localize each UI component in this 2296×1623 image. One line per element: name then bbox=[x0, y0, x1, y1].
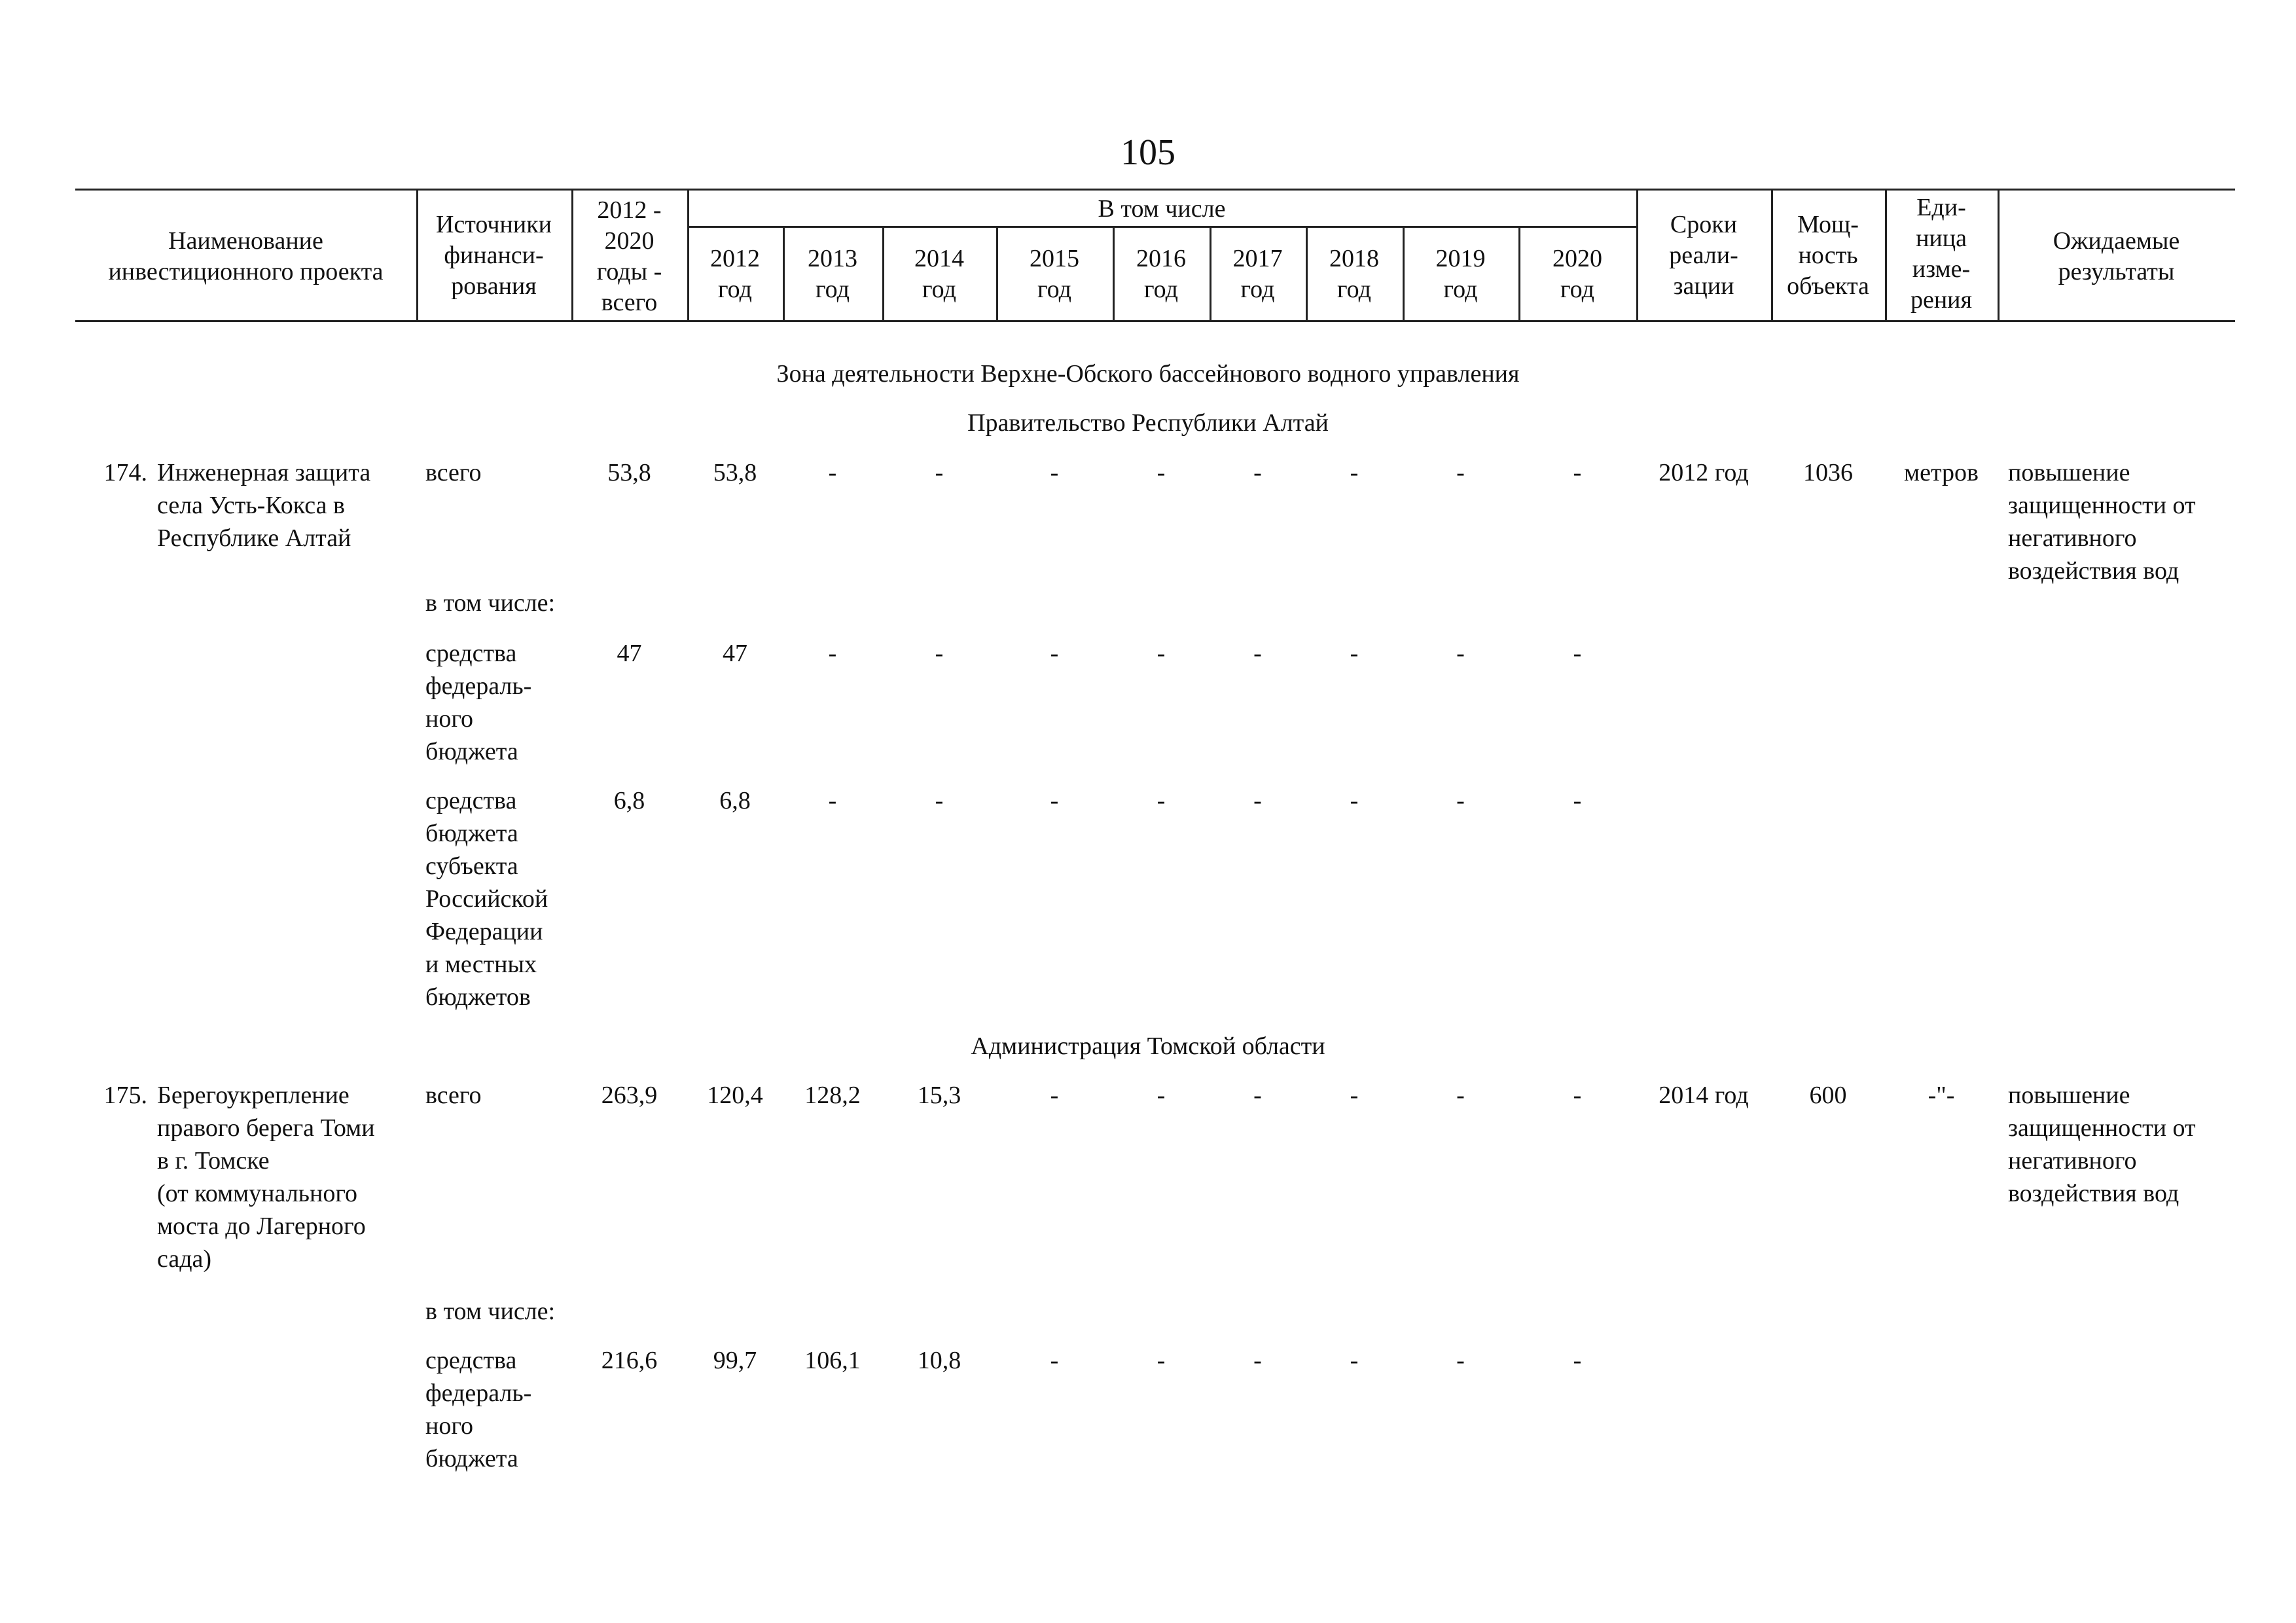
header-capacity: Мощ- ность объекта bbox=[1787, 211, 1869, 300]
year-value: 106,1 bbox=[804, 1347, 861, 1374]
year-value: - bbox=[1456, 1082, 1465, 1109]
year-value: - bbox=[828, 640, 837, 667]
year-value: - bbox=[1157, 1347, 1166, 1374]
year-value: - bbox=[935, 787, 944, 814]
header-terms: Сроки реали- зации bbox=[1669, 211, 1738, 300]
project-name: Инженерная защита села Усть-Кокса в Республике Алтай bbox=[157, 459, 371, 552]
year-value: - bbox=[1050, 1347, 1059, 1374]
year-value: - bbox=[1253, 640, 1262, 667]
year-value: - bbox=[1350, 640, 1359, 667]
year-value: - bbox=[1050, 787, 1059, 814]
section-title: Администрация Томской области bbox=[971, 1032, 1325, 1060]
including-subrule bbox=[687, 226, 1636, 228]
header-name: Наименование инвестиционного проекта bbox=[108, 227, 384, 285]
year-value: - bbox=[1253, 459, 1262, 486]
source-label: в том числе: bbox=[425, 1298, 556, 1325]
year-value: 120,4 bbox=[707, 1082, 763, 1109]
header-year-2012: 2012 год bbox=[710, 245, 760, 303]
year-value: 47 bbox=[723, 640, 747, 667]
header-year-2015: 2015 год bbox=[1030, 245, 1079, 303]
project-capacity: 600 bbox=[1809, 1082, 1847, 1109]
year-value: - bbox=[1456, 459, 1465, 486]
year-value: - bbox=[1350, 1347, 1359, 1374]
year-value: 128,2 bbox=[804, 1082, 861, 1109]
year-value: - bbox=[1157, 459, 1166, 486]
year-value: 10,8 bbox=[917, 1347, 961, 1374]
project-unit: -"- bbox=[1928, 1082, 1955, 1109]
year-value: - bbox=[1456, 1347, 1465, 1374]
year-value: - bbox=[1253, 1347, 1262, 1374]
header-year-2013: 2013 год bbox=[808, 245, 857, 303]
project-name: Берегоукрепление правого берега Томи в г. Томске (от коммунального моста до Лагерного сада) bbox=[157, 1082, 375, 1273]
project-number: 174. bbox=[103, 459, 147, 486]
section-title: Правительство Республики Алтай bbox=[967, 409, 1329, 437]
year-value: - bbox=[1350, 787, 1359, 814]
header-year-2016: 2016 год bbox=[1136, 245, 1186, 303]
project-term: 2012 год bbox=[1659, 459, 1749, 486]
header-year-2014: 2014 год bbox=[914, 245, 964, 303]
year-value: - bbox=[935, 640, 944, 667]
header-year-2020: 2020 год bbox=[1552, 245, 1602, 303]
header-including: В том числе bbox=[1098, 195, 1226, 223]
header-sources: Источники финанси- рования bbox=[435, 211, 552, 300]
year-value: - bbox=[1573, 787, 1582, 814]
total-value: 216,6 bbox=[601, 1347, 658, 1374]
year-value: - bbox=[935, 459, 944, 486]
year-value: 15,3 bbox=[917, 1082, 961, 1109]
header-year-2019: 2019 год bbox=[1435, 245, 1486, 303]
year-value: - bbox=[1050, 459, 1059, 486]
zone-title: Зона деятельности Верхне-Обского бассейнового водного управления bbox=[776, 360, 1520, 388]
total-value: 6,8 bbox=[613, 787, 645, 814]
header-total: 2012 - 2020 годы - всего bbox=[596, 196, 662, 316]
year-value: - bbox=[1573, 1082, 1582, 1109]
year-value: - bbox=[1157, 1082, 1166, 1109]
year-value: - bbox=[1350, 459, 1359, 486]
header-bottom-rule bbox=[75, 320, 2235, 322]
header-year-2018: 2018 год bbox=[1329, 245, 1379, 303]
header-unit: Еди- ница изме- рения bbox=[1910, 194, 1973, 314]
total-value: 53,8 bbox=[607, 459, 651, 486]
source-label: средства федераль- ного бюджета bbox=[425, 640, 532, 765]
year-value: 99,7 bbox=[713, 1347, 757, 1374]
year-value: - bbox=[1253, 787, 1262, 814]
source-label: средства федераль- ного бюджета bbox=[425, 1347, 532, 1472]
year-value: - bbox=[1573, 1347, 1582, 1374]
year-value: - bbox=[828, 459, 837, 486]
source-label: всего bbox=[425, 1082, 482, 1109]
year-value: - bbox=[828, 787, 837, 814]
year-value: 6,8 bbox=[719, 787, 751, 814]
total-value: 263,9 bbox=[601, 1082, 658, 1109]
year-value: - bbox=[1253, 1082, 1262, 1109]
year-value: - bbox=[1050, 1082, 1059, 1109]
header-year-2017: 2017 год bbox=[1232, 245, 1283, 303]
source-label: средства бюджета субъекта Российской Федерации и местных бюджетов bbox=[425, 787, 548, 1011]
year-value: - bbox=[1456, 640, 1465, 667]
project-result: повышение защищенности от негативного воздействия вод bbox=[2008, 459, 2196, 585]
source-label: всего bbox=[425, 459, 482, 486]
year-value: - bbox=[1157, 640, 1166, 667]
year-value: - bbox=[1350, 1082, 1359, 1109]
page-number: 105 bbox=[1121, 132, 1175, 173]
year-value: 53,8 bbox=[713, 459, 757, 486]
project-term: 2014 год bbox=[1659, 1082, 1749, 1109]
source-label: в том числе: bbox=[425, 589, 556, 617]
project-unit: метров bbox=[1904, 459, 1979, 486]
header-results: Ожидаемые результаты bbox=[2053, 227, 2180, 285]
project-capacity: 1036 bbox=[1803, 459, 1853, 486]
project-number: 175. bbox=[103, 1082, 147, 1109]
header-top-rule bbox=[75, 189, 2235, 191]
year-value: - bbox=[1456, 787, 1465, 814]
year-value: - bbox=[1157, 787, 1166, 814]
total-value: 47 bbox=[617, 640, 642, 667]
year-value: - bbox=[1573, 459, 1582, 486]
project-result: повышение защищенности от негативного воздействия вод bbox=[2008, 1082, 2196, 1207]
year-value: - bbox=[1050, 640, 1059, 667]
year-value: - bbox=[1573, 640, 1582, 667]
